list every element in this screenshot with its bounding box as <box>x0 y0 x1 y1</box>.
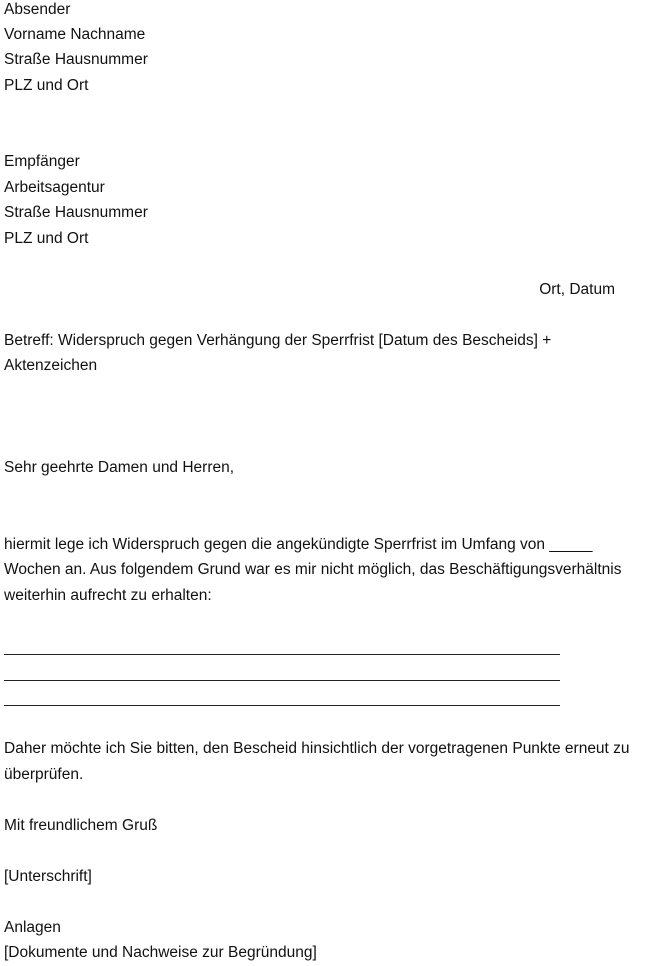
body-line-1: hiermit lege ich Widerspruch gegen die angekündigte Sperrfrist im Umfang von _____ <box>4 536 593 553</box>
reason-line-3 <box>4 705 560 706</box>
signature-placeholder: [Unterschrift] <box>4 868 92 885</box>
request-line-2: überprüfen. <box>4 766 84 783</box>
reason-line-2 <box>4 680 560 681</box>
sender-street: Straße Hausnummer <box>4 51 148 68</box>
salutation: Sehr geehrte Damen und Herren, <box>4 459 235 476</box>
closing: Mit freundlichem Gruß <box>4 817 158 834</box>
body-line-2: Wochen an. Aus folgendem Grund war es mir nicht möglich, das Beschäftigungsverhältnis <box>4 561 622 578</box>
body-line-3: weiterhin aufrecht zu erhalten: <box>4 587 212 604</box>
recipient-street: Straße Hausnummer <box>4 204 148 221</box>
recipient-heading: Empfänger <box>4 153 80 170</box>
sender-name: Vorname Nachname <box>4 26 146 43</box>
place-date: Ort, Datum <box>539 281 615 298</box>
recipient-city: PLZ und Ort <box>4 230 89 247</box>
attachments-items: [Dokumente und Nachweise zur Begründung] <box>4 944 317 961</box>
sender-city: PLZ und Ort <box>4 77 89 94</box>
request-line-1: Daher möchte ich Sie bitten, den Bescheid hinsichtlich der vorgetragenen Punkte erneut zu <box>4 740 630 757</box>
attachments-heading: Anlagen <box>4 919 61 936</box>
subject-line-2: Aktenzeichen <box>4 357 98 374</box>
recipient-name: Arbeitsagentur <box>4 179 105 196</box>
reason-line-1 <box>4 654 560 655</box>
sender-heading: Absender <box>4 1 71 18</box>
subject-line-1: Betreff: Widerspruch gegen Verhängung der Sperrfrist [Datum des Bescheids] + <box>4 332 552 349</box>
